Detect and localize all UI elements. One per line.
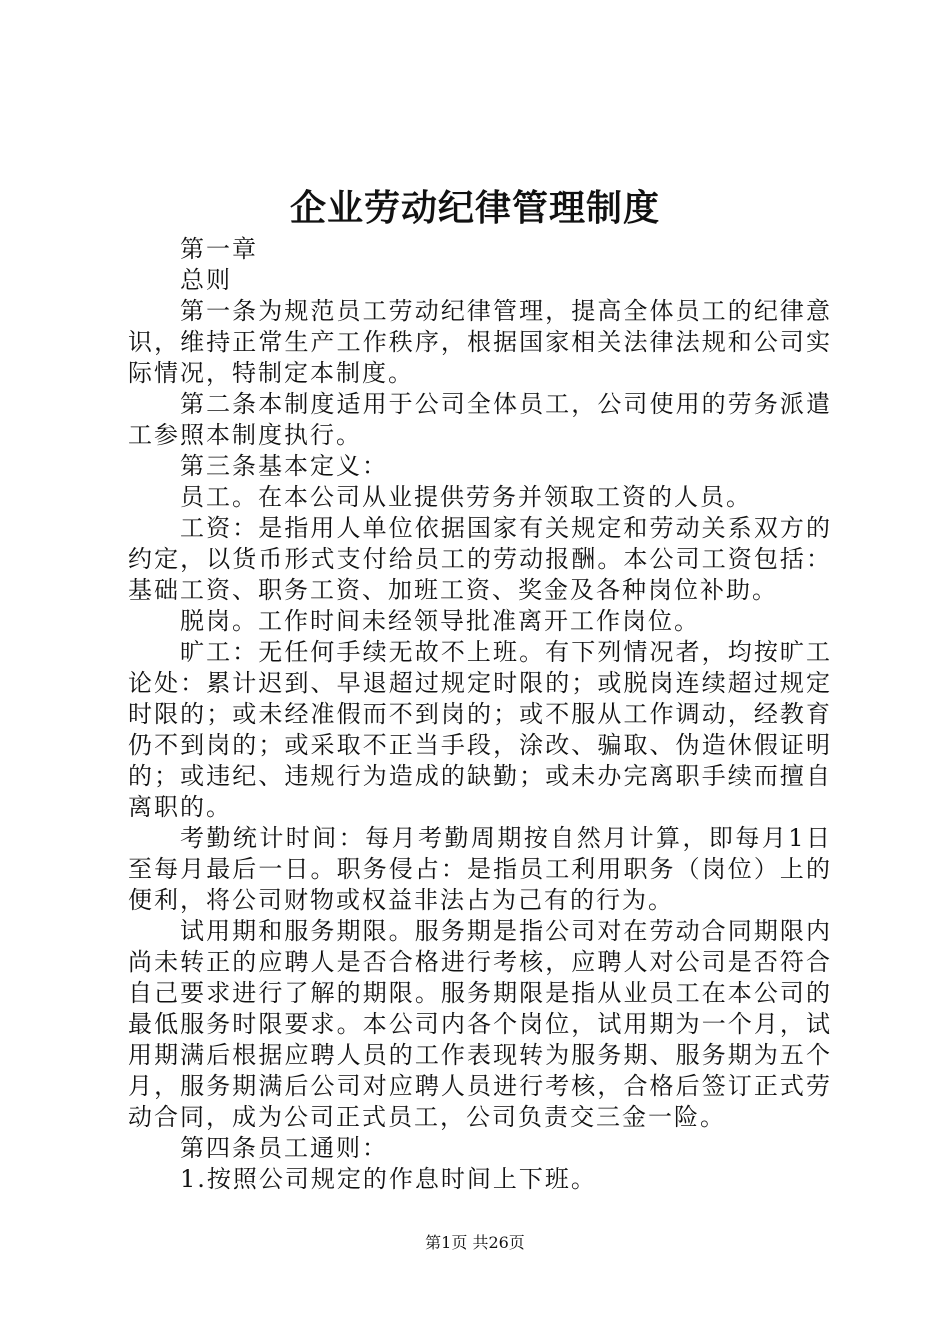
- paragraph: 员工。在本公司从业提供劳务并领取工资的人员。: [180, 483, 752, 511]
- paragraph: 试用期和服务期限。服务期是指公司对在劳动合同期限内尚未转正的应聘人是否合格进行考核，应聘人对公司是否符合自己要求进行了解的期限。服务期限是指从业员工在本公司的最低服务时限要求。本公司内各个岗位，试用期为一个月，试用期满后根据应聘人员的工作表现转为服务期、服务期为五个月，服务期满后公司对应聘人员进行考核，合格后签订正式劳动合同，成为公司正式员工，公司负责交三金一险。: [128, 917, 832, 1131]
- chapter-title: 总则: [180, 266, 232, 294]
- paragraph: 旷工：无任何手续无故不上班。有下列情况者，均按旷工论处：累计迟到、早退超过规定时限的；或脱岗连续超过规定时限的；或未经准假而不到岗的；或不服从工作调动，经教育仍不到岗的；或采取不正当手段，涂改、骗取、伪造休假证明的；或违纪、违规行为造成的缺勤；或未办完离职手续而擅自离职的。: [128, 638, 832, 821]
- paragraph: 第一条为规范员工劳动纪律管理，提高全体员工的纪律意识，维持正常生产工作秩序，根据国家相关法律法规和公司实际情况，特制定本制度。: [128, 297, 832, 387]
- document-body: [128, 234, 832, 1195]
- paragraph: 考勤统计时间：每月考勤周期按自然月计算，即每月1日至每月最后一日。职务侵占：是指员工利用职务（岗位）上的便利，将公司财物或权益非法占为己有的行为。: [128, 824, 832, 914]
- page-footer: 第1页 共26页: [425, 1233, 525, 1252]
- paragraph: 工资：是指用人单位依据国家有关规定和劳动关系双方的约定，以货币形式支付给员工的劳动报酬。本公司工资包括：基础工资、职务工资、加班工资、奖金及各种岗位补助。: [128, 514, 832, 604]
- paragraph: 第三条基本定义：: [180, 452, 388, 480]
- paragraph: 第二条本制度适用于公司全体员工，公司使用的劳务派遣工参照本制度执行。: [128, 390, 832, 449]
- document-title: 企业劳动纪律管理制度: [289, 187, 660, 229]
- paragraph: 1.按照公司规定的作息时间上下班。: [180, 1165, 597, 1193]
- chapter-number: 第一章: [180, 235, 258, 263]
- paragraph: 脱岗。工作时间未经领导批准离开工作岗位。: [180, 607, 700, 635]
- paragraph: 第四条员工通则：: [180, 1134, 388, 1162]
